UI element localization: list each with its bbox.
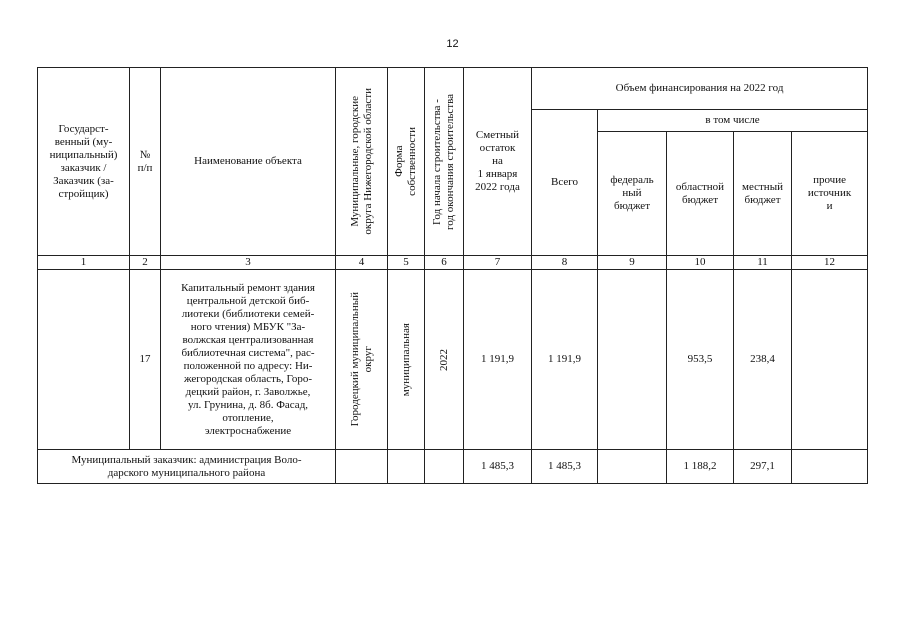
column-number-row <box>38 256 868 270</box>
row-federal <box>598 270 667 450</box>
financing-table <box>37 67 868 484</box>
summary-empty <box>388 450 425 484</box>
header-estimate-balance: Сметный остаток на 1 января 2022 года <box>464 68 532 256</box>
summary-estimate-balance: 1 485,3 <box>464 450 532 484</box>
header-local: местный бюджет <box>734 132 792 256</box>
header-ownership: Форма собственности <box>388 68 425 256</box>
row-estimate-balance: 1 191,9 <box>464 270 532 450</box>
column-number: 10 <box>667 256 734 270</box>
row-other <box>792 270 868 450</box>
summary-row <box>38 450 868 484</box>
column-number: 9 <box>598 256 667 270</box>
summary-other <box>792 450 868 484</box>
row-years: 2022 <box>425 270 464 450</box>
table-row <box>38 270 868 450</box>
summary-federal <box>598 450 667 484</box>
summary-label: Муниципальный заказчик: администрация Воло- дарского муниципального района <box>38 450 336 484</box>
column-number: 4 <box>336 256 388 270</box>
header-including: в том числе <box>598 110 868 132</box>
header-num: № п/п <box>130 68 161 256</box>
column-number: 11 <box>734 256 792 270</box>
row-object-name: Капитальный ремонт здания центральной детской биб- лиотеки (библиотеки семей- ного чтения) МБУК "За- волжская централизованная библиотечная система", рас- положенной по адресу: Ни- жегородская область, Горо- децкий район, г. Заволжье, ул. Грунина, д. 8б. Фасад, отопление, электроснабжение <box>161 270 336 450</box>
column-number: 1 <box>38 256 130 270</box>
header-regional: областной бюджет <box>667 132 734 256</box>
header-federal: федераль ный бюджет <box>598 132 667 256</box>
header-customer: Государст- венный (му- ниципальный) заказчик / Заказчик (за- стройщик) <box>38 68 130 256</box>
row-local: 238,4 <box>734 270 792 450</box>
column-number: 12 <box>792 256 868 270</box>
row-num: 17 <box>130 270 161 450</box>
column-number: 7 <box>464 256 532 270</box>
column-number: 5 <box>388 256 425 270</box>
row-customer <box>38 270 130 450</box>
header-municipality: Муниципальные, городские округа Нижегородской области <box>336 68 388 256</box>
row-municipality: Городецкий муниципальный округ <box>336 270 388 450</box>
summary-local: 297,1 <box>734 450 792 484</box>
summary-empty <box>336 450 388 484</box>
summary-empty <box>425 450 464 484</box>
row-regional: 953,5 <box>667 270 734 450</box>
header-object-name: Наименование объекта <box>161 68 336 256</box>
header-row-top <box>38 68 868 110</box>
header-other: прочие источник и <box>792 132 868 256</box>
row-ownership: муниципальная <box>388 270 425 450</box>
header-financing-title: Объем финансирования на 2022 год <box>532 68 868 110</box>
header-total: Всего <box>532 110 598 256</box>
row-total: 1 191,9 <box>532 270 598 450</box>
summary-regional: 1 188,2 <box>667 450 734 484</box>
header-years: Год начала строительства - год окончания строительства <box>425 68 464 256</box>
summary-total: 1 485,3 <box>532 450 598 484</box>
column-number: 3 <box>161 256 336 270</box>
column-number: 2 <box>130 256 161 270</box>
column-number: 8 <box>532 256 598 270</box>
column-number: 6 <box>425 256 464 270</box>
page-number: 12 <box>446 38 459 50</box>
